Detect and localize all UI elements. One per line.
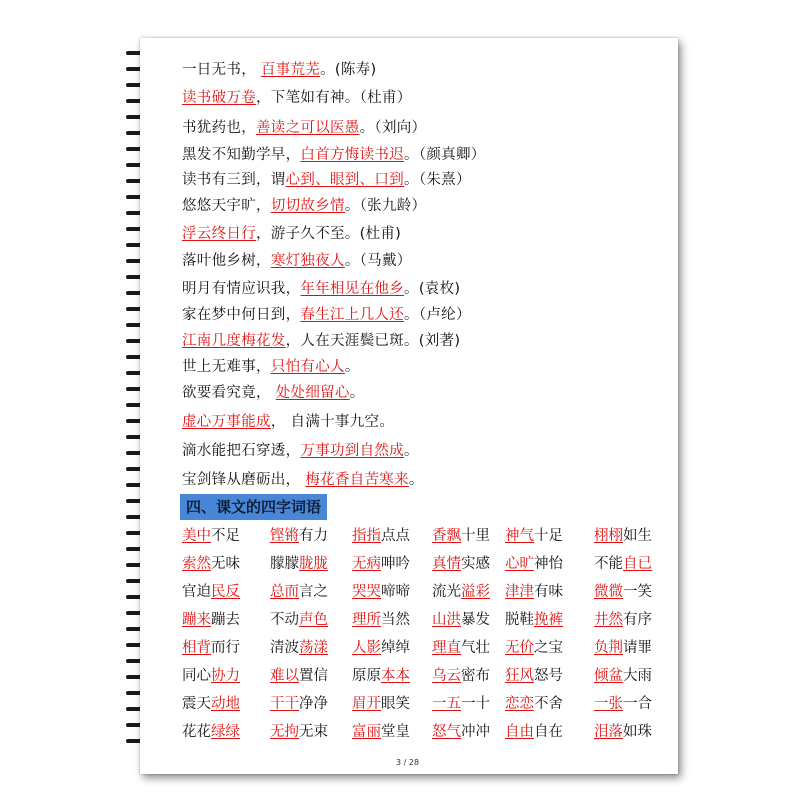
highlight-text: 富丽 (352, 724, 381, 740)
text-segment: 而行 (211, 640, 240, 656)
highlight-text: 无拘 (270, 724, 299, 740)
word-cell (182, 580, 240, 601)
text-segment: 滴水能把石穿透， (182, 443, 301, 459)
quote-line (182, 249, 412, 270)
word-row (182, 664, 662, 688)
text-segment: 啼啼 (381, 584, 410, 600)
text-segment: 家在梦中何日到， (182, 307, 301, 323)
text-segment: 当然 (381, 612, 410, 628)
word-cell (594, 552, 652, 573)
text-segment: ， 自满十事九空。 (270, 414, 395, 430)
text-segment: 一十 (461, 696, 490, 712)
text-segment: 。（卢纶） (404, 307, 471, 323)
highlight-text: 民反 (211, 584, 240, 600)
highlight-text: 声色 (299, 612, 328, 628)
word-cell (505, 552, 563, 573)
highlight-text: 人影 (352, 640, 381, 656)
highlight-text: 理所 (352, 612, 381, 628)
quote-line (182, 381, 365, 402)
text-segment: 宝剑锋从磨砺出， (182, 472, 306, 488)
highlight-text: 心到、眼到、口到 (285, 172, 405, 188)
word-cell (182, 524, 240, 545)
word-cell (505, 636, 563, 657)
word-row (182, 720, 662, 744)
text-segment: 大雨 (623, 668, 652, 684)
word-cell (352, 608, 410, 629)
text-segment: 。（刘向） (359, 120, 427, 136)
highlight-text: 泪落 (594, 724, 623, 740)
text-segment: 有力 (299, 528, 328, 544)
text-segment: 无束 (299, 724, 328, 740)
word-cell (270, 664, 328, 685)
text-segment: 怒号 (534, 668, 563, 684)
highlight-text: 溢彩 (461, 584, 490, 600)
highlight-text: 江南几度梅花发 (182, 333, 286, 349)
quote-line (182, 86, 412, 107)
text-segment: 书犹药也， (182, 120, 256, 136)
text-segment: 。（张九龄） (344, 198, 427, 214)
word-cell (505, 692, 563, 713)
text-segment: 有序 (623, 612, 652, 628)
quote-line (182, 468, 424, 489)
word-cell (505, 608, 563, 629)
quote-line (182, 168, 471, 189)
highlight-text: 本本 (381, 668, 410, 684)
text-segment: 有味 (534, 584, 563, 600)
word-cell (270, 580, 328, 601)
quote-line (182, 355, 360, 376)
text-segment: 眼笑 (381, 696, 410, 712)
word-cell (270, 720, 328, 741)
word-cell (594, 608, 652, 629)
highlight-text: 恋恋 (505, 696, 534, 712)
text-segment: 蹦去 (211, 612, 240, 628)
text-segment: ，下笔如有神。（杜甫） (256, 90, 412, 106)
text-segment: 自在 (534, 724, 563, 740)
word-cell (432, 636, 490, 657)
word-cell (270, 524, 328, 545)
word-cell (505, 580, 563, 601)
text-segment: 绰绰 (381, 640, 410, 656)
text-segment: 同心 (182, 668, 211, 684)
quote-line (182, 303, 471, 324)
word-cell (352, 720, 410, 741)
word-cell (182, 636, 240, 657)
text-segment: ，游子久不至。(杜甫) (256, 226, 402, 242)
highlight-text: 索然 (182, 556, 211, 572)
highlight-text: 只怕有心人 (270, 359, 345, 375)
text-segment: 花花 (182, 724, 211, 740)
highlight-text: 处处细留心 (275, 385, 350, 401)
word-cell (594, 524, 652, 545)
word-cell (352, 692, 410, 713)
text-segment: 一合 (623, 696, 652, 712)
word-cell (594, 580, 652, 601)
highlight-text: 微微 (594, 584, 623, 600)
word-row (182, 692, 662, 716)
text-segment: 不足 (211, 528, 240, 544)
highlight-text: 万事功到自然成 (300, 443, 405, 459)
text-segment: 读书有三到，谓 (182, 172, 286, 188)
highlight-text: 浮云终日行 (182, 226, 256, 242)
highlight-text: 津津 (505, 584, 534, 600)
highlight-text: 动地 (211, 696, 240, 712)
quote-line (182, 143, 486, 164)
page-number: 3 / 28 (396, 758, 420, 767)
text-segment: 无味 (211, 556, 240, 572)
word-cell (352, 552, 410, 573)
word-cell (352, 664, 410, 685)
text-segment: 堂皇 (381, 724, 410, 740)
text-segment: 。（朱熹） (404, 172, 471, 188)
highlight-text: 梅花香自苦寒来 (305, 472, 409, 488)
quote-line (182, 222, 401, 243)
quote-line (182, 329, 460, 350)
quote-line (182, 439, 419, 460)
quote-line (182, 58, 376, 79)
highlight-text: 荡漾 (299, 640, 328, 656)
highlight-text: 绿绿 (211, 724, 240, 740)
highlight-text: 香飘 (432, 528, 461, 544)
highlight-text: 无病 (352, 556, 381, 572)
text-segment: 。 (349, 385, 365, 401)
highlight-text: 一五 (432, 696, 461, 712)
section-heading: 四、课文的四字词语 (180, 494, 327, 520)
word-cell (182, 692, 240, 713)
quote-line (182, 410, 394, 431)
highlight-text: 倾盆 (594, 668, 623, 684)
word-cell (594, 664, 652, 685)
highlight-text: 相背 (182, 640, 211, 656)
highlight-text: 眉开 (352, 696, 381, 712)
text-segment: 流光 (432, 584, 461, 600)
text-segment: 官迫 (182, 584, 211, 600)
text-segment: 落叶他乡树， (182, 253, 271, 269)
highlight-text: 无价 (505, 640, 534, 656)
text-segment: 。 (404, 443, 419, 459)
highlight-text: 虚心万事能成 (182, 414, 271, 430)
highlight-text: 自已 (623, 556, 652, 572)
text-segment: 明月有情应识我， (182, 281, 301, 297)
highlight-text: 一张 (594, 696, 623, 712)
word-cell (182, 552, 240, 573)
text-segment: 十足 (534, 528, 563, 544)
text-segment: 欲要看究竟， (182, 385, 276, 401)
word-cell (270, 608, 328, 629)
word-cell (594, 692, 652, 713)
highlight-text: 胧胧 (299, 556, 328, 572)
highlight-text: 美中 (182, 528, 211, 544)
word-cell (432, 552, 490, 573)
highlight-text: 白首方悔读书迟 (300, 147, 405, 163)
text-segment: 之宝 (534, 640, 563, 656)
word-cell (270, 692, 328, 713)
text-segment: 呻吟 (381, 556, 410, 572)
text-segment: 。（马戴） (344, 253, 412, 269)
text-segment: 实感 (461, 556, 490, 572)
text-segment: 点点 (381, 528, 410, 544)
word-row (182, 636, 662, 660)
text-segment: 脱鞋 (505, 612, 534, 628)
highlight-text: 春生江上几人还 (300, 307, 405, 323)
highlight-text: 自由 (505, 724, 534, 740)
word-cell (352, 524, 410, 545)
text-segment: 如生 (623, 528, 652, 544)
text-segment: 。 (344, 359, 360, 375)
highlight-text: 寒灯独夜人 (270, 253, 345, 269)
word-cell (270, 552, 328, 573)
text-segment: 不能 (594, 556, 623, 572)
word-cell (594, 720, 652, 741)
word-cell (432, 692, 490, 713)
word-cell (182, 720, 240, 741)
word-cell (505, 720, 563, 741)
text-segment: 世上无难事， (182, 359, 271, 375)
text-segment: 气壮 (461, 640, 490, 656)
text-segment: 。(陈寿) (320, 62, 377, 78)
word-row (182, 608, 662, 632)
text-segment: 不舍 (534, 696, 563, 712)
highlight-text: 乌云 (432, 668, 461, 684)
word-cell (352, 580, 410, 601)
text-segment: 一笑 (623, 584, 652, 600)
word-cell (505, 664, 563, 685)
text-segment: 如珠 (623, 724, 652, 740)
text-segment: 十里 (461, 528, 490, 544)
text-segment: 悠悠天宇旷， (182, 198, 271, 214)
text-segment: 密布 (461, 668, 490, 684)
text-segment: 原原 (352, 668, 381, 684)
highlight-text: 真情 (432, 556, 461, 572)
text-segment: 黑发不知勤学早， (182, 147, 301, 163)
word-cell (432, 720, 490, 741)
highlight-text: 切切故乡情 (270, 198, 345, 214)
highlight-text: 难以 (270, 668, 299, 684)
highlight-text: 负荆 (594, 640, 623, 656)
highlight-text: 蹦来 (182, 612, 211, 628)
text-segment: 。(袁枚) (404, 281, 461, 297)
highlight-text: 山洪 (432, 612, 461, 628)
highlight-text: 指指 (352, 528, 381, 544)
text-segment: 暴发 (461, 612, 490, 628)
highlight-text: 哭哭 (352, 584, 381, 600)
highlight-text: 干干 (270, 696, 299, 712)
word-cell (432, 608, 490, 629)
text-segment: 冲冲 (461, 724, 490, 740)
word-row (182, 580, 662, 604)
highlight-text: 怒气 (432, 724, 461, 740)
text-segment: 不动 (270, 612, 299, 628)
quote-line (182, 277, 460, 298)
text-segment: 一日无书， (182, 62, 261, 78)
word-cell (594, 636, 652, 657)
text-segment: 朦朦 (270, 556, 299, 572)
highlight-text: 铿锵 (270, 528, 299, 544)
word-row (182, 552, 662, 576)
highlight-text: 井然 (594, 612, 623, 628)
word-cell (352, 636, 410, 657)
text-segment: 。（颜真卿） (404, 147, 486, 163)
highlight-text: 年年相见在他乡 (300, 281, 405, 297)
word-cell (505, 524, 563, 545)
text-segment: 震天 (182, 696, 211, 712)
text-segment: ，人在天涯鬓已斑。(刘著) (285, 333, 461, 349)
highlight-text: 狂风 (505, 668, 534, 684)
highlight-text: 协力 (211, 668, 240, 684)
quote-line (182, 194, 426, 215)
text-segment: 言之 (299, 584, 328, 600)
text-segment: 。 (408, 472, 424, 488)
word-cell (270, 636, 328, 657)
text-segment: 神怡 (534, 556, 563, 572)
highlight-text: 读书破万卷 (182, 90, 256, 106)
highlight-text: 神气 (505, 528, 534, 544)
quote-line (182, 116, 426, 137)
text-segment: 置信 (299, 668, 328, 684)
word-cell (432, 580, 490, 601)
highlight-text: 善读之可以医愚 (256, 120, 360, 136)
highlight-text: 挽裤 (534, 612, 563, 628)
word-cell (432, 524, 490, 545)
highlight-text: 理直 (432, 640, 461, 656)
text-segment: 净净 (299, 696, 328, 712)
word-cell (182, 608, 240, 629)
highlight-text: 总而 (270, 584, 299, 600)
highlight-text: 心旷 (505, 556, 534, 572)
text-segment: 清波 (270, 640, 299, 656)
highlight-text: 百事荒芜 (260, 62, 321, 78)
text-segment: 请罪 (623, 640, 652, 656)
highlight-text: 栩栩 (594, 528, 623, 544)
word-cell (182, 664, 240, 685)
word-row (182, 524, 662, 548)
word-cell (432, 664, 490, 685)
